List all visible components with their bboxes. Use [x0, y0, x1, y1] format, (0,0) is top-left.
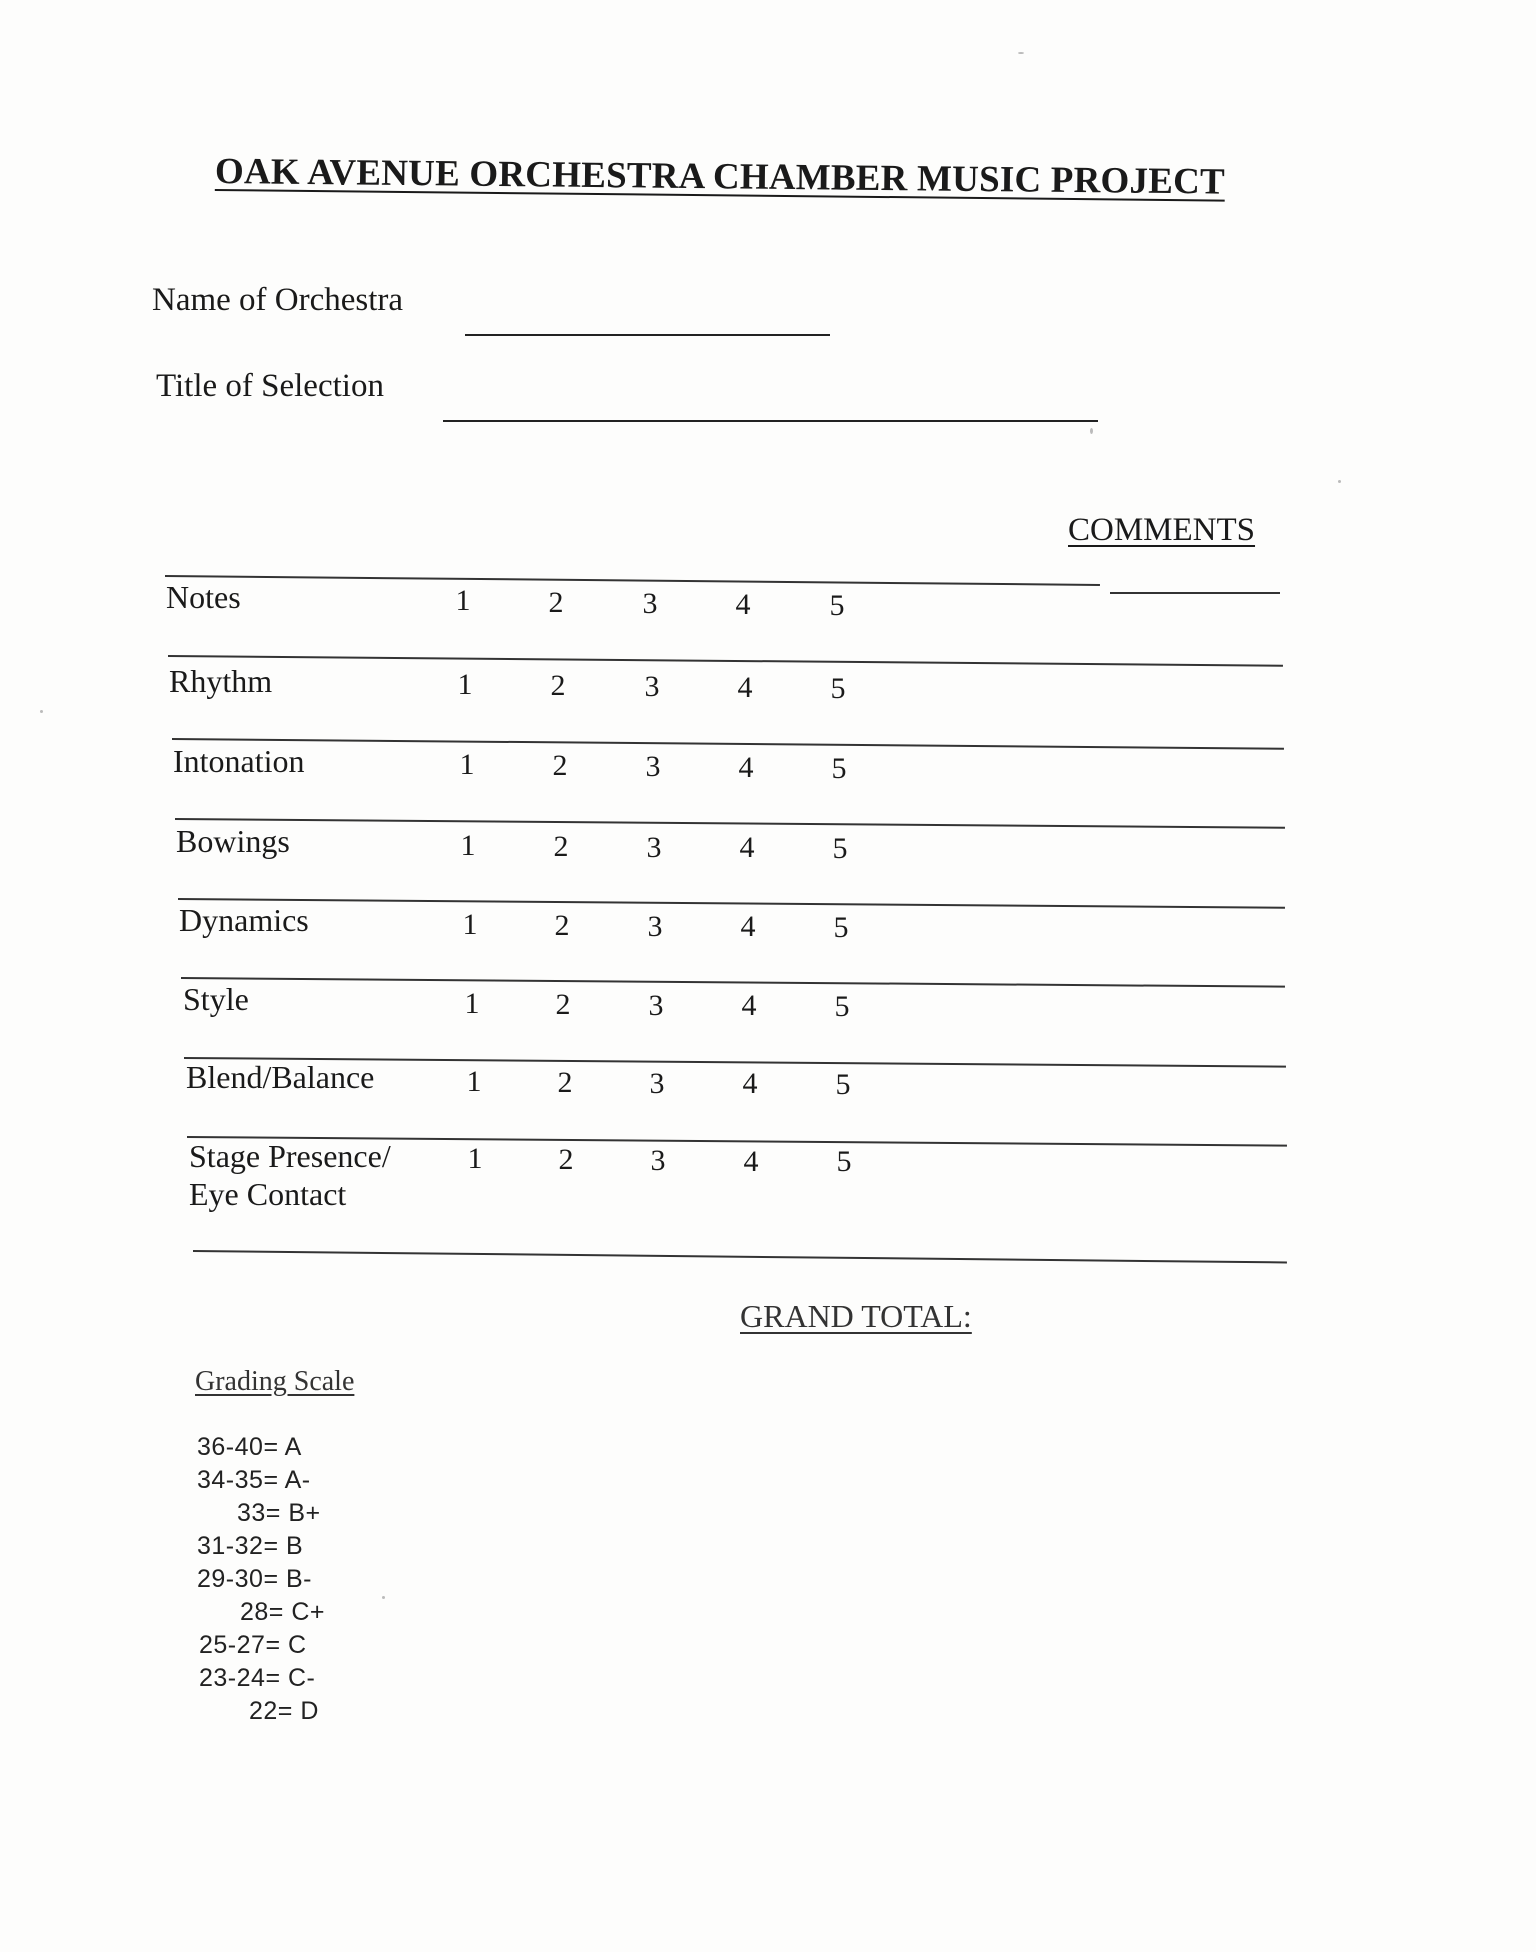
score-1[interactable]: 1 — [459, 748, 475, 781]
score-2[interactable]: 2 — [548, 586, 564, 619]
grand-total-label: GRAND TOTAL: — [740, 1298, 972, 1334]
scan-speck — [382, 1596, 385, 1599]
grading-scale-entry: 34-35= A- — [197, 1466, 311, 1494]
score-3[interactable]: 3 — [647, 910, 663, 943]
criterion-row-stage-presence — [0, 1137, 1536, 1237]
score-3[interactable]: 3 — [650, 1144, 666, 1177]
score-2[interactable]: 2 — [553, 830, 569, 863]
score-4[interactable]: 4 — [740, 910, 756, 943]
score-2[interactable]: 2 — [550, 669, 566, 702]
score-3[interactable]: 3 — [649, 1067, 665, 1100]
name-of-orchestra-label: Name of Orchestra — [152, 282, 404, 318]
criterion-label: Blend/Balance — [186, 1059, 375, 1095]
score-4[interactable]: 4 — [743, 1145, 759, 1178]
name-of-orchestra-field — [152, 282, 403, 319]
score-2[interactable]: 2 — [552, 749, 568, 782]
grading-scale-entry: 28= C+ — [240, 1598, 326, 1626]
score-4[interactable]: 4 — [737, 671, 753, 704]
grading-scale-entry: 25-27= C — [199, 1631, 307, 1659]
criterion-row-blend-balance — [0, 1058, 1536, 1128]
grading-scale-title: Grading Scale — [195, 1366, 355, 1397]
score-2[interactable]: 2 — [554, 909, 570, 942]
criterion-row-intonation — [0, 742, 1536, 812]
rule-bottom — [193, 1250, 1287, 1263]
score-4[interactable]: 4 — [741, 989, 757, 1022]
scan-speck — [1338, 480, 1341, 483]
score-4[interactable]: 4 — [735, 588, 751, 621]
score-4[interactable]: 4 — [738, 751, 754, 784]
criterion-row-bowings — [0, 822, 1536, 892]
score-1[interactable]: 1 — [467, 1142, 483, 1175]
grading-scale-entry: 22= D — [249, 1697, 319, 1725]
score-5[interactable]: 5 — [836, 1145, 852, 1178]
score-5[interactable]: 5 — [831, 752, 847, 785]
criterion-label — [189, 1137, 391, 1213]
criterion-label: Rhythm — [169, 663, 273, 699]
title-of-selection-blank[interactable] — [443, 420, 1098, 422]
score-2[interactable]: 2 — [558, 1143, 574, 1176]
criterion-label: Style — [183, 981, 249, 1017]
grading-scale-entry: 29-30= B- — [197, 1565, 312, 1593]
score-5[interactable]: 5 — [830, 672, 846, 705]
score-1[interactable]: 1 — [464, 987, 480, 1020]
score-3[interactable]: 3 — [648, 989, 664, 1022]
grading-scale-entry: 36-40= A — [197, 1433, 302, 1461]
score-5[interactable]: 5 — [834, 990, 850, 1023]
score-1[interactable]: 1 — [462, 908, 478, 941]
score-3[interactable]: 3 — [646, 831, 662, 864]
criterion-label: Intonation — [173, 743, 305, 779]
title-of-selection-label: Title of Selection — [156, 368, 384, 404]
title-of-selection-field — [156, 368, 384, 405]
score-3[interactable]: 3 — [645, 750, 661, 783]
score-5[interactable]: 5 — [832, 832, 848, 865]
criterion-row-style — [0, 980, 1536, 1050]
name-of-orchestra-blank[interactable] — [465, 334, 830, 336]
grading-scale-entry: 23-24= C- — [199, 1664, 316, 1692]
criterion-row-rhythm — [0, 662, 1536, 732]
score-1[interactable]: 1 — [466, 1065, 482, 1098]
score-5[interactable]: 5 — [835, 1068, 851, 1101]
score-3[interactable]: 3 — [642, 587, 658, 620]
scan-speck — [1018, 52, 1024, 54]
criterion-label-line-2: Eye Contact — [189, 1176, 347, 1212]
score-3[interactable]: 3 — [644, 670, 660, 703]
score-1[interactable]: 1 — [460, 829, 476, 862]
score-2[interactable]: 2 — [555, 988, 571, 1021]
score-5[interactable]: 5 — [833, 911, 849, 944]
grading-scale-entry: 33= B+ — [237, 1499, 321, 1527]
score-2[interactable]: 2 — [557, 1066, 573, 1099]
criterion-row-notes — [0, 578, 1536, 648]
criterion-label-line-1: Stage Presence/ — [189, 1138, 391, 1174]
score-4[interactable]: 4 — [739, 831, 755, 864]
scan-speck — [1090, 428, 1093, 434]
score-5[interactable]: 5 — [829, 589, 845, 622]
criterion-label: Notes — [166, 579, 241, 615]
grading-scale-entry: 31-32= B — [197, 1532, 304, 1560]
criterion-label: Bowings — [176, 823, 290, 859]
score-1[interactable]: 1 — [455, 584, 471, 617]
score-1[interactable]: 1 — [457, 668, 473, 701]
scan-speck — [40, 710, 43, 713]
criterion-label: Dynamics — [179, 902, 309, 938]
score-4[interactable]: 4 — [742, 1067, 758, 1100]
comments-header: COMMENTS — [1068, 512, 1256, 548]
criterion-row-dynamics — [0, 901, 1536, 971]
document-title: OAK AVENUE ORCHESTRA CHAMBER MUSIC PROJECT — [214, 151, 1226, 203]
